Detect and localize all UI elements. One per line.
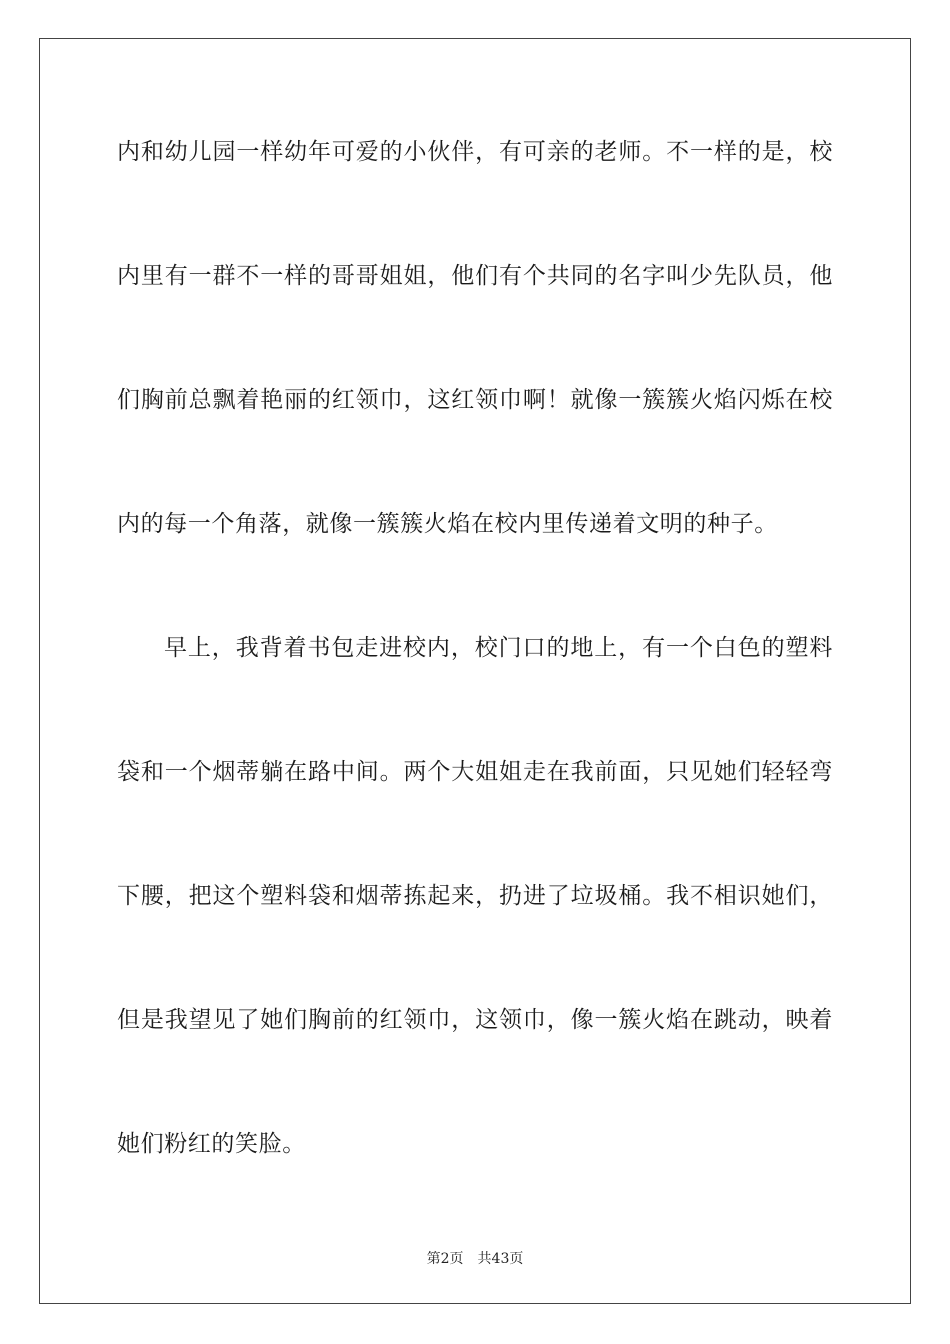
text-line: 但是我望见了她们胸前的红领巾，这领巾，像一簇火焰在跳动，映着 — [117, 1007, 833, 1033]
text-line: 们胸前总飘着艳丽的红领巾，这红领巾啊！就像一簇簇火焰闪烁在校 — [117, 387, 833, 413]
text-line: 内的每一个角落，就像一簇簇火焰在校内里传递着文明的种子。 — [117, 511, 778, 537]
text-line: 内和幼儿园一样幼年可爱的小伙伴，有可亲的老师。不一样的是，校 — [117, 139, 833, 165]
document-body — [117, 124, 833, 1240]
text-line-indented: 早上，我背着书包走进校内，校门口的地上，有一个白色的塑料 — [164, 635, 833, 661]
page-total: 共43页 — [477, 1251, 524, 1267]
text-line: 袋和一个烟蒂躺在路中间。两个大姐姐走在我前面，只见她们轻轻弯 — [117, 759, 833, 785]
text-line: 内里有一群不一样的哥哥姐姐，他们有个共同的名字叫少先队员，他 — [117, 263, 833, 289]
text-line: 下腰，把这个塑料袋和烟蒂拣起来，扔进了垃圾桶。我不相识她们， — [117, 883, 833, 909]
page-number: 第2页 — [426, 1251, 464, 1267]
text-line: 她们粉红的笑脸。 — [117, 1131, 306, 1157]
page-footer — [0, 1248, 950, 1268]
